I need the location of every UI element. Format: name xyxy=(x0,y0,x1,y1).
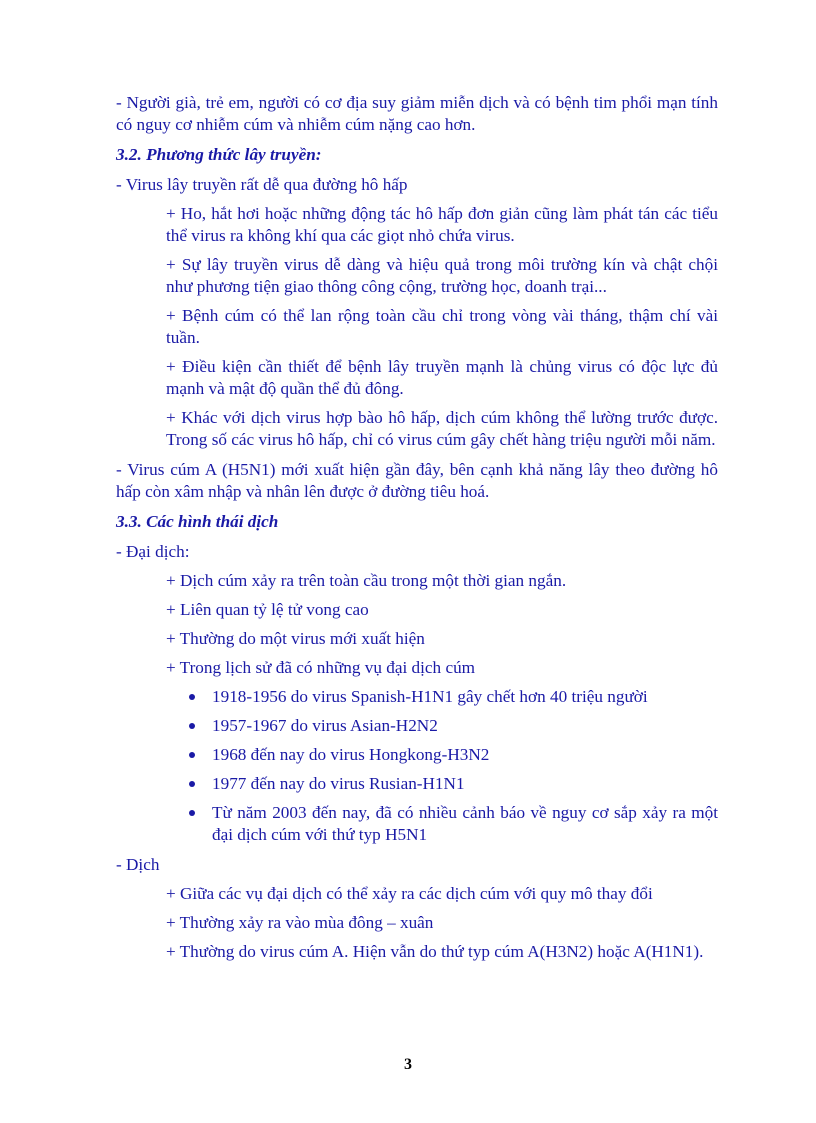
item-closed-environments: + Sự lây truyền virus dễ dàng và hiệu quả trong môi trường kín và chật chội như phương tiện giao thông công cộng, trường học, doanh trại... xyxy=(166,255,718,296)
bullet-text: 1968 đến nay do virus Hongkong-H3N2 xyxy=(212,745,490,764)
bullet-item xyxy=(116,686,718,708)
paragraph-epidemic: - Dịch xyxy=(116,855,160,874)
item-history: + Trong lịch sử đã có những vụ đại dịch cúm xyxy=(166,658,476,677)
bullet-text: 1977 đến nay do virus Rusian-H1N1 xyxy=(212,774,465,793)
bullet-dot-icon xyxy=(116,715,212,737)
bullet-item xyxy=(116,802,718,846)
bullet-dot-icon xyxy=(116,744,212,766)
bullet-dot-icon xyxy=(116,773,212,795)
bullet-text: 1957-1967 do virus Asian-H2N2 xyxy=(212,716,438,735)
bullet-item xyxy=(116,773,718,795)
item-conditions: + Điều kiện cần thiết để bệnh lây truyền mạnh là chủng virus có độc lực đủ mạnh và mật độ quần thể đủ đông. xyxy=(166,357,718,398)
bullet-dot-icon xyxy=(116,802,212,846)
heading-epidemic-forms: 3.3. Các hình thái dịch xyxy=(116,512,279,531)
item-unpredictable: + Khác với dịch virus hợp bào hô hấp, dịch cúm không thể lường trước được. Trong số các virus hô hấp, chỉ có virus cúm gây chết hàng triệu người mỗi năm. xyxy=(166,408,718,449)
paragraph-pandemic: - Đại dịch: xyxy=(116,542,190,561)
document-body xyxy=(116,92,718,963)
item-cough-sneeze: + Ho, hắt hơi hoặc những động tác hô hấp đơn giản cũng làm phát tán các tiểu thể virus ra không khí qua các giọt nhỏ chứa virus. xyxy=(166,204,718,245)
paragraph-respiratory: - Virus lây truyền rất dễ qua đường hô hấp xyxy=(116,175,408,194)
bullet-dot-icon xyxy=(116,686,212,708)
paragraph-risk-groups: - Người già, trẻ em, người có cơ địa suy giảm miễn dịch và có bệnh tim phổi mạn tính có nguy cơ nhiễm cúm và nhiễm cúm nặng cao hơn. xyxy=(116,93,718,134)
bullet-text: Từ năm 2003 đến nay, đã có nhiều cảnh báo về nguy cơ sắp xảy ra một đại dịch cúm với thứ typ H5N1 xyxy=(212,803,718,844)
bullet-item xyxy=(116,744,718,766)
bullet-text: 1918-1956 do virus Spanish-H1N1 gây chết hơn 40 triệu người xyxy=(212,687,648,706)
item-influenza-a: + Thường do virus cúm A. Hiện vẫn do thứ typ cúm A(H3N2) hoặc A(H1N1). xyxy=(166,942,704,961)
item-mortality: + Liên quan tỷ lệ tử vong cao xyxy=(166,600,369,619)
page-number: 3 xyxy=(404,1056,412,1073)
item-pandemic-global: + Dịch cúm xảy ra trên toàn cầu trong một thời gian ngắn. xyxy=(166,571,567,590)
item-new-virus: + Thường do một virus mới xuất hiện xyxy=(166,629,425,648)
item-between-pandemics: + Giữa các vụ đại dịch có thể xảy ra các dịch cúm với quy mô thay đổi xyxy=(166,884,653,903)
item-season: + Thường xảy ra vào mùa đông – xuân xyxy=(166,913,434,932)
paragraph-h5n1: - Virus cúm A (H5N1) mới xuất hiện gần đây, bên cạnh khả năng lây theo đường hô hấp còn xâm nhập và nhân lên được ở đường tiêu hoá. xyxy=(116,460,718,501)
bullet-item xyxy=(116,715,718,737)
item-global-spread: + Bệnh cúm có thể lan rộng toàn cầu chỉ trong vòng vài tháng, thậm chí vài tuần. xyxy=(166,306,718,347)
heading-transmission: 3.2. Phương thức lây truyền: xyxy=(116,145,322,164)
